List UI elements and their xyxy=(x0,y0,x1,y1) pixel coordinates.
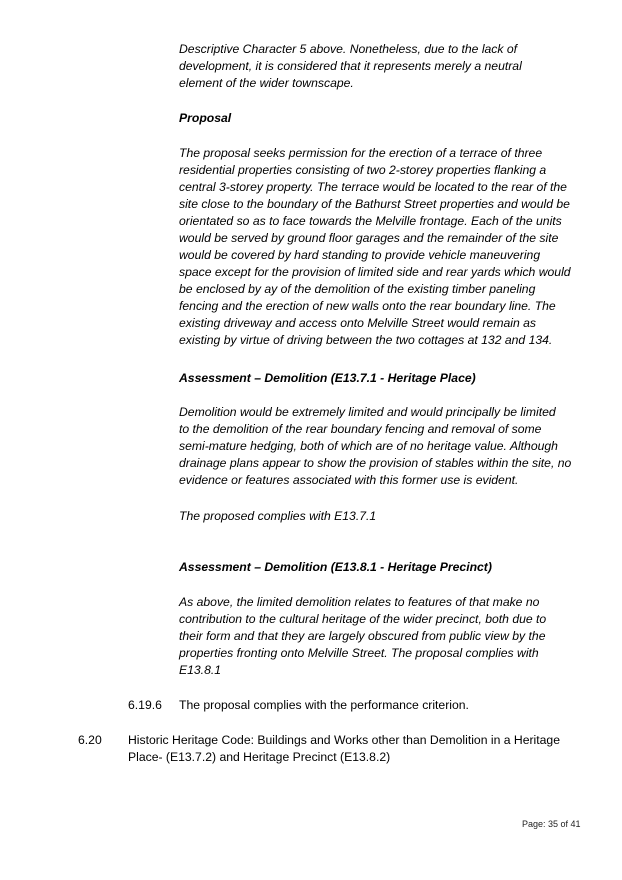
item-6-20 xyxy=(0,732,622,772)
proposal-heading: Proposal xyxy=(179,111,232,125)
assessment-heritage-precinct-heading: Assessment – Demolition (E13.8.1 - Heritage Precinct) xyxy=(179,560,492,574)
assessment-heritage-place-paragraph: Demolition would be extremely limited and would principally be limited to the demolition of the rear boundary fencing and removal of some semi-mature hedging, both of which are of no heritage value. Although drainage plans appear to show the provision of stables within the site, no evidence or features associated with this former use is evident. xyxy=(179,405,572,487)
item-6-19-6 xyxy=(0,697,622,717)
item-text: The proposal complies with the performance criterion. xyxy=(179,698,469,712)
complies-heritage-place: The proposed complies with E13.7.1 xyxy=(179,509,377,523)
assessment-heritage-precinct-paragraph: As above, the limited demolition relates to features of that make no contribution to the cultural heritage of the wider precinct, both due to their form and that they are largely obscured from public view by the properties fronting onto Melville Street. The proposal complies with E13.8.1 xyxy=(179,595,547,677)
item-number: 6.20 xyxy=(78,733,102,747)
assessment-heritage-place-heading: Assessment – Demolition (E13.7.1 - Heritage Place) xyxy=(179,371,476,385)
item-number: 6.19.6 xyxy=(128,698,162,712)
intro-paragraph: Descriptive Character 5 above. Nonetheless, due to the lack of development, it is considered that it represents merely a neutral element of the wider townscape. xyxy=(179,42,522,90)
page-number: Page: 35 of 41 xyxy=(522,819,581,829)
proposal-paragraph: The proposal seeks permission for the erection of a terrace of three residential properties consisting of two 2-storey properties flanking a central 3-storey property. The terrace would be located to the rear of the site close to the boundary of the Bathurst Street properties and would be orientated so as to face towards the Melville frontage. Each of the units would be served by ground floor garages and the remainder of the site would be covered by hard standing to provide vehicle maneuvering space except for the provision of limited side and rear yards which would be enclosed by ay of the demolition of the existing timber paneling fencing and the erection of new walls onto the rear boundary line. The existing driveway and access onto Melville Street would remain as existing by virtue of driving between the two cottages at 132 and 134. xyxy=(179,146,571,347)
item-text: Historic Heritage Code: Buildings and Works other than Demolition in a Heritage Place- (E13.7.2) and Heritage Precinct (E13.8.2) xyxy=(128,733,560,764)
